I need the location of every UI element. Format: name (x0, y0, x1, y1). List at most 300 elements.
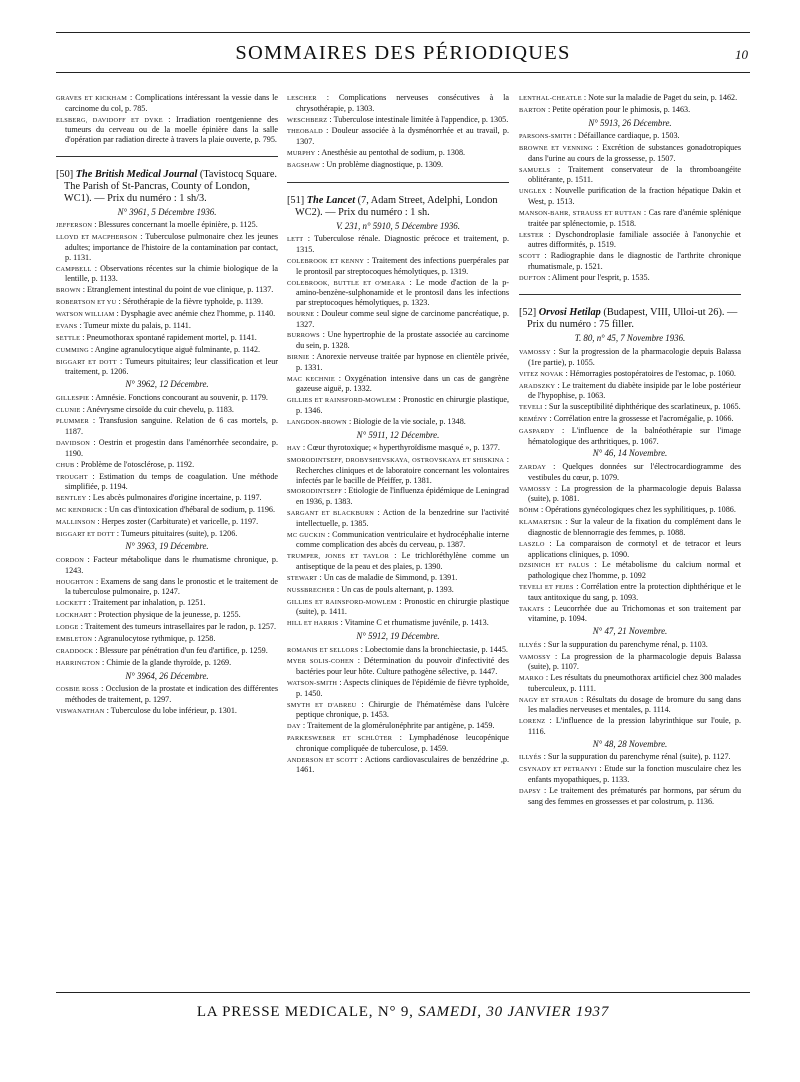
article-authors: NUSSBRECHER (287, 586, 335, 594)
article-title: : Action de la benzedrine sur l'activité intellectuelle, p. 1385. (296, 508, 509, 528)
issue-heading: N° 3961, 5 Décembre 1936. (117, 206, 217, 217)
article-authors: DAPSY (519, 787, 541, 795)
article-title: : L'influence de la balnéothérapie sur l'image hématologique des arthritiques, p. 1067. (528, 426, 742, 446)
issue-heading: V. 231, n° 5910, 5 Décembre 1936. (336, 220, 460, 231)
article-entry (56, 622, 278, 633)
article-title: : Oxygénation intensive dans un cas de gangrène gazeuse aiguë, p. 1332. (296, 373, 509, 394)
article-authors: LOCKETT (56, 600, 87, 608)
issue-heading: N° 3963, 19 Décembre. (125, 541, 209, 552)
article-authors: BROWN (56, 287, 81, 295)
article-entry (287, 374, 509, 394)
article-title: : Tumeur mixte du palais, p. 1141. (79, 320, 191, 330)
article-title: : Aspects cliniques de l'épidémie de fièvre typhoïde, p. 1450. (296, 678, 510, 698)
article-authors: MAC KECHNIE (287, 375, 335, 383)
article-authors: WATSON-SMITH (287, 680, 338, 688)
article-entry (56, 93, 278, 113)
article-entry (56, 658, 278, 669)
article-entry (56, 577, 278, 597)
article-title: : Traitement des tumeurs intrasellaires par le radon, p. 1257. (80, 622, 277, 632)
article-authors: LORENZ (519, 718, 546, 726)
article-authors: TEVELI (519, 404, 543, 412)
article-authors: BIGGART ET DOTT (56, 358, 117, 366)
article-authors: EMBLETON (56, 636, 93, 644)
article-title: : Chimie de la glande thyroïde, p. 1269. (102, 657, 232, 667)
article-authors: LANGDON-BROWN (287, 418, 347, 426)
article-title: : Corrélation entre la grossesse et l'acromégalie, p. 1066. (549, 414, 734, 424)
article-title: : Agranulocytose rythmique, p. 1258. (94, 634, 216, 644)
article-entry (287, 551, 509, 571)
article-authors: VAMOSSY (519, 349, 551, 357)
article-entry (287, 721, 509, 732)
article-entry (519, 414, 741, 425)
article-entry (287, 330, 509, 350)
article-entry (287, 618, 509, 629)
issue-heading: N° 5913, 26 Décembre. (588, 117, 672, 128)
article-authors: VAMOSSY (519, 485, 551, 493)
article-entry (56, 416, 278, 436)
article-entry (287, 645, 509, 656)
article-title: : Aliment pour l'esprit, p. 1535. (547, 272, 650, 282)
article-authors: ANDERSON ET SCOTT (287, 756, 358, 764)
article-authors: CORDON (56, 557, 85, 565)
article-authors: BIRNIE (287, 354, 310, 362)
article-entry (519, 560, 741, 580)
article-title: : Corrélation entre la protection diphthérique et le taux antitoxique du sang, p. 1093. (528, 581, 741, 602)
article-entry (56, 285, 278, 296)
article-entry (56, 220, 278, 231)
article-authors: LESCHER (287, 95, 317, 102)
article-authors: MALLINSON (56, 518, 96, 526)
article-authors: SAMUELS (519, 166, 551, 174)
article-title: : Tumeurs pituitaires (suite), p. 1206. (116, 528, 238, 538)
article-authors: GILLESPIE (56, 394, 90, 402)
article-authors: LLOYD ET MACPHERSON (56, 234, 138, 242)
article-entry (287, 656, 509, 676)
article-title: : La progression de la pharmacologie depuis Balassa (suite), p. 1107. (528, 651, 741, 672)
article-title: : Tuberculose du lobe inférieur, p. 1301. (106, 705, 237, 715)
article-authors: GILLIES ET RAINSFORD-MOWLEM (287, 598, 397, 606)
article-title: : Occlusion de la prostate et indication des différentes méthodes de traitement, p. 1297. (65, 684, 279, 704)
article-authors: MARKO (519, 675, 544, 683)
article-authors: GASPARDY (519, 428, 555, 436)
section-separator (519, 294, 741, 295)
article-title: : Anévrysme cirsoïde du cuir chevelu, p. 1183. (82, 404, 234, 414)
article-title: : L'influence de la pression labyrinthique sur l'ouïe, p. 1116. (528, 716, 741, 737)
article-authors: ROBERTSON ET YU (56, 299, 117, 307)
article-entry (519, 539, 741, 559)
journal-number: [51] (287, 194, 305, 206)
article-entry (287, 455, 509, 485)
column-3 (519, 93, 741, 808)
article-entry (287, 486, 509, 506)
article-entry (287, 309, 509, 329)
journal-name: Orvosi Hetilap (538, 307, 601, 319)
article-title: : Défaillance cardiaque, p. 1503. (573, 131, 680, 141)
article-title: : Sur la progression de la pharmacologie depuis Balassa (1re partie), p. 1055. (528, 347, 741, 367)
page-footer (56, 1004, 750, 1021)
footer-rule (56, 992, 750, 993)
article-authors: ZARDAY (519, 464, 547, 472)
article-title: : Tumeurs pituitaires; leur classification et leur traitement, p. 1206. (65, 356, 278, 377)
page-title: SOMMAIRES DES PÉRIODIQUES (235, 42, 571, 64)
article-title: : Opérations gynécologiques chez les syphilitiques, p. 1086. (540, 505, 736, 515)
article-authors: DAVIDSON (56, 440, 91, 448)
article-entry (287, 755, 509, 775)
article-entry (287, 148, 509, 159)
column-2 (287, 93, 509, 776)
article-title: : Note sur la maladie de Paget du sein, p. 1462. (583, 93, 738, 102)
article-entry (519, 604, 741, 624)
article-authors: ILLYÉS (519, 641, 542, 649)
article-title: : Un cas d'intoxication d'hébaral de sodium, p. 1196. (104, 504, 275, 514)
article-title: : Communication ventriculaire et hydrocéphalie interne comme complication des abcès du cerveau, p. 1387. (296, 529, 510, 550)
article-title: : Le traitement du diabète insipide par le lobe postérieur de l'hypophise, p. 1063. (528, 380, 742, 401)
article-authors: PARKESWEBER ET SCHLÜTER (287, 735, 393, 743)
article-title: : Douleur associée à la dysménorrhée et au travail, p. 1307. (296, 126, 510, 147)
article-entry (519, 786, 741, 806)
article-entry (56, 309, 278, 320)
article-authors: GRAVES ET KICKHAM (56, 95, 128, 102)
issue-heading: N° 48, 28 Novembre. (592, 738, 668, 749)
article-authors: ILLYÉS (519, 754, 542, 762)
article-entry (56, 438, 278, 458)
article-entry (56, 610, 278, 621)
article-title: : Etude sur la fonction musculaire chez les enfants myopathiques, p. 1133. (528, 764, 741, 785)
article-authors: WATSON WILLIAM (56, 310, 115, 318)
article-title: : Les abcès pulmonaires d'origine incertaine, p. 1197. (88, 493, 262, 503)
article-title: : Traitement des infections puerpérales par le prontosil par streptocoques hémolytiques, p. 1319. (296, 255, 510, 276)
article-entry (519, 764, 741, 784)
article-entry (519, 673, 741, 693)
article-authors: STEWART (287, 574, 318, 582)
article-entry (519, 93, 741, 104)
article-title: : Radiographie dans le diagnostic de l'arthrite chronique rhumatismale, p. 1521. (528, 251, 742, 271)
article-entry (519, 230, 741, 250)
article-title: : Résultats du dosage de bromure du sang dans les maladies nerveuses et mentales, p. 1114. (528, 694, 742, 715)
article-entry (287, 256, 509, 276)
article-entry (519, 652, 741, 672)
article-authors: MURPHY (287, 150, 316, 158)
article-entry (56, 472, 278, 492)
issue-heading: N° 46, 14 Novembre. (592, 448, 668, 459)
article-entry (519, 582, 741, 602)
article-authors: VITEZ NOVAK (519, 370, 564, 378)
journal-number: [50] (56, 168, 74, 180)
article-authors: KEMÉNY (519, 416, 548, 424)
issue-heading: N° 5912, 19 Décembre. (356, 630, 440, 641)
article-authors: BAGSHAW (287, 161, 321, 169)
article-title: : Transfusion sanguine. Relation de 6 cas mortels, p. 1187. (65, 416, 278, 437)
article-title: : Traitement de la glomérulonéphrite par antigène, p. 1459. (302, 721, 495, 731)
article-title: : Etranglement intestinal du point de vue clinique, p. 1137. (82, 285, 274, 295)
article-authors: HARRINGTON (56, 659, 101, 667)
article-entry (56, 297, 278, 308)
article-title: : Sur la susceptibilité diphthérique des scarlatineux, p. 1065. (544, 402, 741, 412)
article-entry (287, 530, 509, 550)
article-title: : Petite opération pour le phimosis, p. 1463. (547, 104, 691, 114)
article-authors: ARADSZKY (519, 382, 556, 390)
article-title: : Lymphadénose leucopénique chronique compliquée de tuberculose, p. 1459. (296, 733, 510, 753)
article-authors: MC GUCKIN (287, 531, 326, 539)
article-entry (287, 443, 509, 454)
article-entry (287, 733, 509, 753)
article-entry (56, 517, 278, 528)
article-title: : Amnésie. Fonctions concourant au souvenir, p. 1179. (91, 392, 268, 402)
article-authors: DUFTON (519, 274, 546, 282)
article-authors: TAKATS (519, 605, 545, 613)
article-authors: MANSON-BAHR, STRAUSS ET RUTTAN (519, 209, 642, 217)
article-title: : Pneumothorax spontané rapidement mortel, p. 1141. (82, 332, 257, 342)
article-title: : Détermination du pouvoir d'infectivité des bactéries pour leur hôte. Culture pathogène sélective, p. 1447. (296, 656, 509, 677)
article-entry (56, 646, 278, 657)
article-title: : Blessures concernant la moelle épinière, p. 1125. (94, 220, 258, 230)
article-entry (519, 251, 741, 271)
article-title: : Problème de l'otosclérose, p. 1192. (76, 459, 195, 469)
article-authors: LENTHAL-CHEATLE (519, 95, 582, 102)
article-title: : Blessure par pénétration d'un feu d'artifice, p. 1259. (95, 645, 268, 655)
article-authors: HAY (287, 445, 301, 453)
article-title: : Tuberculose rénale. Diagnostic précoce et traitement, p. 1315. (296, 234, 509, 255)
issue-heading: N° 3964, 26 Décembre. (125, 670, 209, 681)
article-title: : Anesthésie au pentothal de sodium, p. 1308. (317, 148, 466, 158)
article-title: : Sur la suppuration du parenchyme rénal, p. 1103. (543, 639, 708, 649)
article-title: : Cœur thyrotoxique; « hyperthyroïdisme masqué », p. 1377. (302, 443, 500, 453)
article-title: : Pronostic en chirurgie plastique, p. 1346. (296, 395, 510, 415)
article-entry (519, 695, 741, 715)
article-authors: BARTON (519, 106, 546, 114)
article-authors: THEOBALD (287, 128, 323, 136)
article-title: : Lobectomie dans la bronchiectasie, p. 1445. (360, 644, 508, 654)
article-entry (287, 678, 509, 698)
article-title: : Facteur métabolique dans le rhumatisme chronique, p. 1243. (65, 555, 279, 575)
article-entry (287, 160, 509, 171)
journal-name: The British Medical Journal (75, 168, 198, 180)
article-authors: LODGE (56, 624, 79, 632)
journal-number: [52] (519, 307, 537, 319)
article-entry (287, 278, 509, 308)
article-authors: TEVELI ET FEJES (519, 583, 574, 591)
article-entry (287, 573, 509, 584)
article-title: : Sérothérapie de la fièvre typhoïde, p. 1139. (118, 297, 263, 307)
article-entry (56, 555, 278, 575)
article-entry (519, 716, 741, 736)
article-entry (56, 634, 278, 645)
article-authors: BROWNE ET VENNING (519, 145, 593, 153)
article-title: : Quelques données sur l'électrocardiogramme des vestibules du cœur, p. 1079. (528, 462, 742, 482)
article-authors: SETTLE (56, 334, 81, 342)
article-entry (287, 126, 509, 146)
article-title: : Cas rare d'anémie splénique traitée par splénectomie, p. 1518. (528, 207, 741, 228)
article-title: : Examens de sang dans le pronostic et le traitement de la tuberculose pulmonaire, p. 1247. (65, 576, 279, 597)
article-title: : La comparaison de cormotyl et de tetracor et leurs applications cliniques, p. 1090. (528, 538, 741, 559)
article-title: : Estimation du temps de coagulation. Une méthode simplifiée, p. 1194. (65, 471, 278, 492)
journal-heading (519, 307, 741, 331)
article-authors: LOCKHART (56, 612, 92, 620)
article-title: : Excrétion de substances gonadotropiques dans l'urine au cours de la grossesse, p. 1507. (528, 143, 741, 163)
article-entry (519, 752, 741, 763)
article-title: : Actions cardiovasculaires de benzédrine ,p. 1461. (296, 754, 509, 775)
article-title: : Traitement conservateur de la thromboangéite oblitérante, p. 1511. (528, 164, 742, 185)
article-title: : Le mode d'action de la p-amino-benzène-sulphonamide et le prontosil dans les infections par streptocoques hémolytiques, p. 1323. (296, 277, 510, 307)
article-entry (56, 529, 278, 540)
article-authors: CRADDOCK (56, 647, 94, 655)
article-title: : Anorexie nerveuse traitée par hypnose en clientèle privée, p. 1331. (296, 352, 509, 372)
article-entry (56, 598, 278, 609)
article-entry (519, 381, 741, 401)
article-authors: GILLIES ET RAINSFORD-MOWLEM (287, 397, 397, 405)
article-title: : Le trichloréthylène comme un antiseptique de la peau et des plaies, p. 1390. (296, 551, 509, 571)
article-authors: SMORODINTSEFF, DROBYSHEVSKAYA, OSTROVSKAYA ET SHISKINA (287, 457, 505, 465)
article-authors: VAMOSSY (519, 653, 551, 661)
article-authors: SMORODINTSEFF (287, 488, 343, 496)
article-authors: HOUGHTON (56, 578, 94, 586)
footer-issue: N° 9, (377, 1004, 414, 1020)
article-title: : Observations récentes sur la chimie biologique de la lentille, p. 1133. (65, 263, 279, 284)
article-authors: DZSINICH ET FALUS (519, 562, 590, 570)
article-authors: JEFFERSON (56, 222, 93, 230)
journal-heading (56, 169, 278, 205)
article-entry (56, 232, 278, 262)
article-authors: KLAMARTSIK (519, 519, 563, 527)
article-authors: UNGLEX (519, 188, 547, 196)
article-entry (56, 493, 278, 504)
article-title: : Vitamine C et rhumatisme juvénile, p. 1413. (340, 618, 489, 628)
article-authors: LASZLO (519, 540, 545, 548)
article-entry (519, 165, 741, 185)
article-title: : Tuberculose pulmonaire chez les jeunes adultes; importance de l'histoire de la contamination par contact, p. 1131. (65, 232, 279, 262)
article-title: : Une hypertrophie de la prostate associée au carcinome du sein, p. 1328. (296, 330, 509, 351)
article-authors: EVANS (56, 322, 78, 330)
article-authors: MYER SOLIS-COHEN (287, 658, 354, 666)
article-entry (287, 585, 509, 596)
article-authors: SCOTT (519, 253, 541, 261)
article-entry (56, 345, 278, 356)
article-entry (519, 273, 741, 284)
footer-journal: LA PRESSE MEDICALE, (196, 1004, 374, 1020)
article-entry (56, 505, 278, 516)
article-title: : La progression de la pharmacologie depuis Balassa (suite), p. 1081. (528, 483, 741, 504)
article-authors: CSYNADY ET PETRANYI (519, 766, 597, 774)
article-authors: CHUB (56, 461, 75, 469)
article-title: : Sur la valeur de la fixation du complément dans le diagnostic de blennorragie des femmes, p. 1088. (528, 517, 741, 537)
article-entry (287, 700, 509, 720)
article-authors: BÖHM (519, 507, 539, 515)
article-title: : Dyschondroplasie familiale associée à l'anonychie et autres difformités, p. 1519. (528, 229, 742, 250)
article-entry (287, 352, 509, 372)
article-authors: BENTLEY (56, 495, 87, 503)
article-title: : Recherches cliniques et de laboratoire concernant les volontaires infectés par le bacille de Pfeiffer, p. 1381. (296, 455, 509, 485)
article-title: : Un cas de maladie de Simmond, p. 1391. (319, 572, 458, 582)
article-entry (287, 234, 509, 254)
article-entry (287, 115, 509, 126)
article-entry (56, 357, 278, 377)
journal-name: The Lancet (306, 194, 356, 206)
article-title: : Tuberculose intestinale limitée à l'appendice, p. 1305. (329, 114, 509, 124)
article-entry (56, 115, 278, 145)
article-authors: VISWANATHAN (56, 707, 105, 715)
article-entry (519, 143, 741, 163)
article-title: : Le traitement des prématurés par hormons, par sérum du sang des femmes en grossesses et par colostrum, p. 1136. (528, 785, 742, 806)
article-authors: CUMMING (56, 346, 89, 354)
article-entry (56, 405, 278, 416)
article-entry (519, 462, 741, 482)
article-entry (287, 93, 509, 113)
article-title: : Herpes zoster (Carbiturate) et varicelle, p. 1197. (97, 516, 259, 526)
article-title: : Les résultats du pneumothorax artificiel chez 300 malades tuberculeux, p. 1111. (528, 673, 741, 693)
article-title: : Hémorragies postopératoires de l'estomac, p. 1060. (565, 368, 736, 378)
article-authors: SARGANT ET BLACKBURN (287, 510, 375, 518)
issue-heading: N° 47, 21 Novembre. (592, 625, 668, 636)
article-title: : Pronostic en chirurgie plastique (suite), p. 1411. (296, 596, 509, 617)
article-entry (519, 208, 741, 228)
article-title: : Chirurgie de l'hématémèse dans l'ulcère peptique chronique, p. 1453. (296, 699, 509, 720)
article-authors: COLEBROOK, BUTTLE ET O'MEARA (287, 279, 406, 287)
article-authors: PLUMMER (56, 418, 89, 426)
article-entry (519, 640, 741, 651)
journal-address: (7, Adam Street, Adelphi, London WC2). — Prix du numéro : 1 sh. (295, 194, 498, 218)
article-authors: BIGGART ET DOTT (56, 530, 115, 538)
section-separator (56, 156, 278, 157)
article-entry (56, 321, 278, 332)
journal-address: (Tavistocq Square. The Parish of St-Pancras, County of London, WC1). — Prix du numéro : 1 sh/3. (64, 168, 277, 204)
article-authors: NAGY ET STRAUB (519, 696, 578, 704)
article-entry (56, 460, 278, 471)
article-title: : Leucorrhée due au Trichomonas et son traitement par vitamine, p. 1094. (528, 603, 742, 624)
article-title: : Un problème diagnostique, p. 1309. (322, 159, 444, 169)
article-title: : Irradiation roentgenienne des tumeurs du cerveau ou de la moelle épinière dans la salle d'opération par radiation directe à travers la plaie ouverte, p. 795. (65, 114, 278, 144)
article-authors: WESCHBERZ (287, 116, 328, 124)
header-bottom-rule (56, 72, 750, 73)
article-authors: CLUNIE (56, 406, 81, 414)
article-entry (519, 131, 741, 142)
article-authors: SMYTH ET D'ABREU (287, 701, 357, 709)
issue-heading: N° 5911, 12 Décembre. (356, 429, 440, 440)
journal-heading (287, 195, 509, 219)
article-title: : Complications nerveuses consécutives à la chrysothérapie, p. 1303. (296, 93, 510, 113)
article-title: : Oestrin et progestin dans l'aménorrhée secondaire, p. 1190. (65, 438, 278, 458)
article-entry (519, 105, 741, 116)
article-authors: CAMPBELL (56, 265, 92, 273)
article-authors: BURROWS (287, 332, 320, 340)
article-title: : Le métabolisme du calcium normal et pathologique chez l'homme, p. 1092 (528, 560, 742, 581)
article-authors: DAY (287, 723, 301, 731)
article-entry (519, 484, 741, 504)
article-entry (287, 508, 509, 528)
article-authors: LETT (287, 236, 304, 244)
issue-heading: N° 3962, 12 Décembre. (125, 378, 209, 389)
article-title: : Un cas de pouls alternant, p. 1393. (336, 584, 454, 594)
article-entry (519, 186, 741, 206)
journal-address: (Budapest, VIII, Ulloi-ut 26). — Prix du numéro : 75 filler. (527, 307, 738, 331)
header-top-rule (56, 32, 750, 33)
article-authors: BOURNE (287, 310, 315, 318)
column-1 (56, 93, 278, 718)
article-title: : Complications intéressant la vessie dans le carcinome du col, p. 785. (65, 93, 278, 113)
article-entry (56, 684, 278, 704)
article-title: : Etiologie de l'influenza épidémique de Leningrad en 1936, p. 1383. (296, 486, 509, 507)
footer-date: SAMEDI, 30 JANVIER 1937 (418, 1004, 610, 1020)
article-authors: MC KENDRICK (56, 506, 103, 514)
article-title: : Biologie de la vie sociale, p. 1348. (348, 416, 466, 426)
article-authors: HILL ET HARRIS (287, 620, 339, 628)
article-entry (287, 395, 509, 415)
article-entry (519, 505, 741, 516)
article-authors: LESTER (519, 231, 544, 239)
article-title: : Douleur comme seul signe de carcinome pancréatique, p. 1327. (296, 308, 510, 329)
article-authors: TRUMPER, JONES ET TAYLOR (287, 553, 390, 561)
article-authors: ROMANIS ET SELLORS (287, 646, 359, 654)
section-separator (287, 182, 509, 183)
